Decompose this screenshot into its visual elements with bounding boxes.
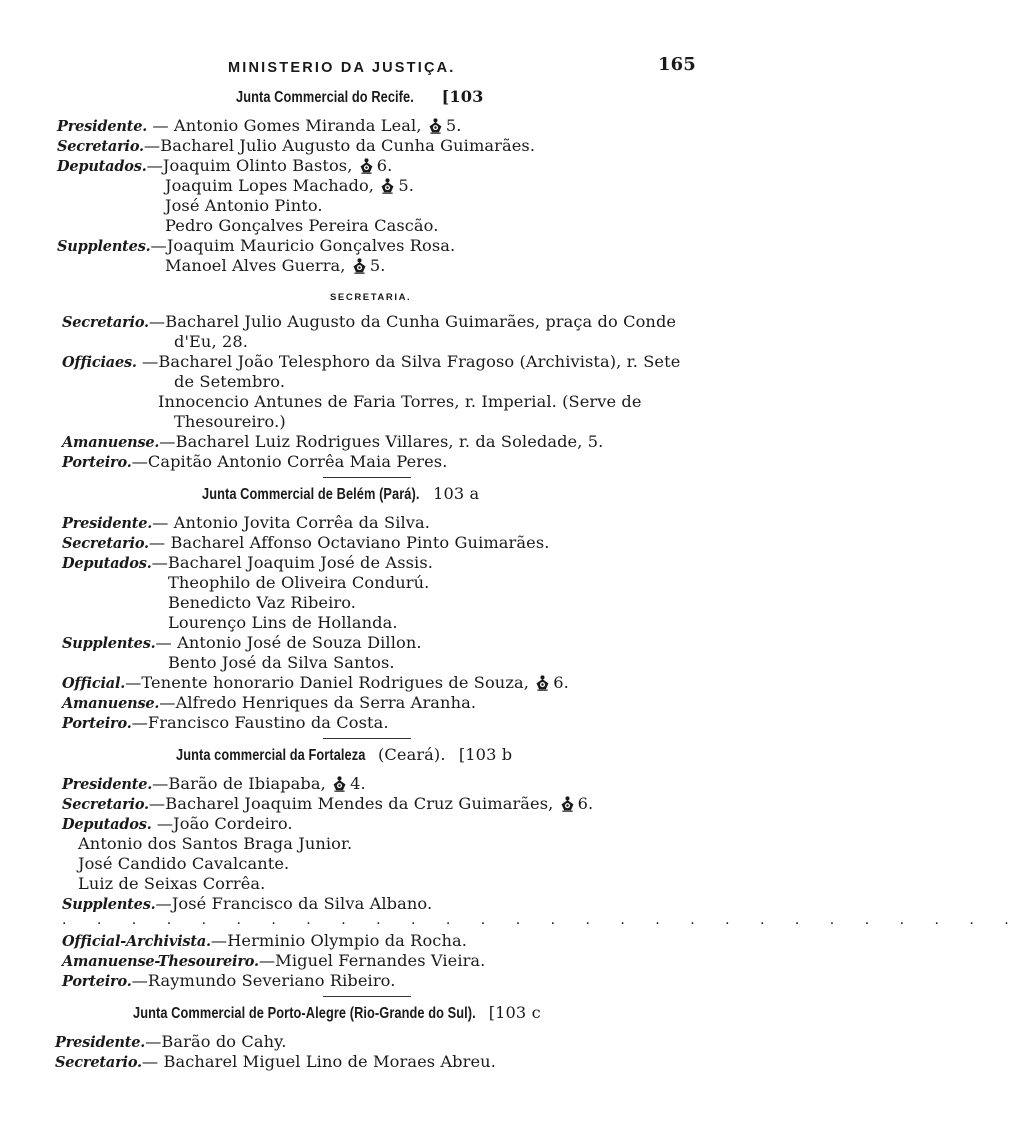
belem-presidente-label: Presidente. — [62, 515, 153, 532]
rose-order-emblem-icon — [534, 674, 551, 691]
porto-alegre-secretario-label: Secretario. — [55, 1054, 142, 1071]
recife-supplente-2: Manoel Alves Guerra, — [165, 256, 346, 275]
belem-official-row: Official.—Tenente honorario Daniel Rodrigues de Souza, 6. — [62, 673, 569, 692]
belem-official: Tenente honorario Daniel Rodrigues de Souza, — [141, 673, 529, 692]
rose-order-emblem-icon — [379, 177, 396, 194]
belem-presidente: Antonio Jovita Corrêa da Silva. — [173, 513, 431, 532]
belem-amanuense: Alfredo Henriques da Serra Aranha. — [175, 693, 477, 712]
fortaleza-amanuense-row: Amanuense-Thesoureiro.—Miguel Fernandes Vieira. — [62, 951, 486, 970]
fortaleza-porteiro-label: Porteiro. — [62, 973, 132, 990]
fortaleza-deputados-row: Deputados. —João Cordeiro. — [62, 814, 293, 833]
fortaleza-deputados-label: Deputados. — [62, 816, 152, 833]
fortaleza-presidente-order: 4. — [350, 774, 366, 793]
section-divider — [323, 996, 411, 997]
rose-order-emblem-icon — [559, 795, 576, 812]
fortaleza-official: Herminio Olympio da Rocha. — [227, 931, 467, 950]
fortaleza-deputado-4: Luiz de Seixas Corrêa. — [78, 874, 266, 893]
fortaleza-secretario: Bacharel Joaquim Mendes da Cruz Guimarães, — [165, 794, 554, 813]
belem-deputados-label: Deputados. — [62, 555, 152, 572]
fortaleza-secretario-order: 6. — [577, 794, 594, 813]
recife-deputado-2-order: 5. — [398, 176, 414, 195]
porto-alegre-presidente-label: Presidente. — [55, 1034, 146, 1051]
fortaleza-amanuense-label: Amanuense-Thesoureiro. — [62, 953, 259, 970]
belem-porteiro-label: Porteiro. — [62, 715, 132, 732]
belem-deputado-4: Lourenço Lins de Hollanda. — [168, 613, 398, 632]
belem-amanuense-label: Amanuense. — [62, 695, 160, 712]
section-divider — [323, 738, 411, 739]
fortaleza-presidente-row: Presidente.—Barão de Ibiapaba, 4. — [62, 774, 366, 793]
fortaleza-amanuense: Miguel Fernandes Vieira. — [275, 951, 486, 970]
fortaleza-porteiro: Raymundo Severiano Ribeiro. — [147, 971, 396, 990]
secretaria-officiaes-row: Officiaes. —Bacharel João Telesphoro da Silva Fragoso (Archivista), r. Sete — [62, 352, 681, 371]
recife-heading — [236, 87, 483, 108]
fortaleza-ref: [103 b — [458, 745, 513, 764]
belem-supplentes-row: Supplentes.— Antonio José de Souza Dillon. — [62, 633, 422, 652]
porto-alegre-presidente: Barão do Cahy. — [161, 1032, 287, 1051]
belem-secretario-label: Secretario. — [62, 535, 149, 552]
secretaria-amanuense: Bacharel Luiz Rodrigues Villares, r. da Soledade, 5. — [175, 432, 604, 451]
dot-leader: . . . . . . . . . . . . . . . . . . . . . . . . . . . . — [62, 912, 1022, 928]
rose-order-emblem-icon — [427, 117, 444, 134]
fortaleza-secretario-row: Secretario.—Bacharel Joaquim Mendes da Cruz Guimarães, 6. — [62, 794, 594, 813]
porto-alegre-secretario-row: Secretario.— Bacharel Miguel Lino de Moraes Abreu. — [55, 1052, 496, 1071]
belem-deputados-row: Deputados.—Bacharel Joaquim José de Assis. — [62, 553, 433, 572]
belem-official-order: 6. — [553, 673, 569, 692]
fortaleza-supplentes-label: Supplentes. — [62, 896, 156, 913]
belem-porteiro: Francisco Faustino da Costa. — [147, 713, 389, 732]
recife-deputado-4: Pedro Gonçalves Pereira Cascão. — [165, 216, 439, 235]
fortaleza-title: Junta commercial da Fortaleza — [176, 747, 366, 764]
secretaria-amanuense-row: Amanuense.—Bacharel Luiz Rodrigues Villares, r. da Soledade, 5. — [62, 432, 604, 451]
recife-deputado-2: Joaquim Lopes Machado, — [165, 176, 375, 195]
belem-secretario-row: Secretario.— Bacharel Affonso Octaviano Pinto Guimarães. — [62, 533, 550, 552]
secretaria-official-1-l1: Bacharel João Telesphoro da Silva Fragoso (Archivista), r. Sete — [158, 352, 681, 371]
recife-presidente: Antonio Gomes Miranda Leal, — [173, 116, 422, 135]
porto-alegre-title: Junta Commercial de Porto-Alegre (Rio-Grande do Sul). — [133, 1005, 476, 1022]
belem-official-label: Official. — [62, 675, 126, 692]
recife-supplentes-label: Supplentes. — [57, 238, 151, 255]
running-head: MINISTERIO DA JUSTIÇA. — [228, 60, 456, 76]
belem-deputado-3: Benedicto Vaz Ribeiro. — [168, 593, 357, 612]
page-number: 165 — [658, 54, 696, 75]
recife-supplente-1: Joaquim Mauricio Gonçalves Rosa. — [166, 236, 456, 255]
secretaria-secretario-l1: Bacharel Julio Augusto da Cunha Guimarães, praça do Conde — [165, 312, 677, 331]
belem-title: Junta Commercial de Belém (Pará). — [202, 486, 420, 503]
recife-secretario: Bacharel Julio Augusto da Cunha Guimarães. — [160, 136, 536, 155]
porto-alegre-ref: [103 c — [488, 1003, 541, 1022]
recife-supplentes-row: Supplentes.—Joaquim Mauricio Gonçalves Rosa. — [57, 236, 456, 255]
recife-presidente-label: Presidente. — [57, 118, 148, 135]
recife-ref: [103 — [441, 87, 484, 106]
recife-title: Junta Commercial do Recife. — [236, 89, 414, 106]
fortaleza-supplente-1: José Francisco da Silva Albano. — [171, 894, 433, 913]
secretaria-porteiro-row: Porteiro.—Capitão Antonio Corrêa Maia Peres. — [62, 452, 448, 471]
fortaleza-deputado-2: Antonio dos Santos Braga Junior. — [78, 834, 353, 853]
recife-supplente-2-order: 5. — [369, 256, 386, 275]
belem-supplente-1: Antonio José de Souza Dillon. — [177, 633, 422, 652]
secretaria-porteiro-label: Porteiro. — [62, 454, 132, 471]
secretaria-officiaes-label: Officiaes. — [62, 354, 137, 371]
secretaria-official-1-l2: de Setembro. — [174, 372, 286, 391]
secretaria-secretario-row: Secretario.—Bacharel Julio Augusto da Cunha Guimarães, praça do Conde — [62, 312, 677, 331]
fortaleza-official-row: Official-Archivista.—Herminio Olympio da Rocha. — [62, 931, 467, 950]
recife-secretario-row: Secretario.—Bacharel Julio Augusto da Cunha Guimarães. — [57, 136, 536, 155]
rose-order-emblem-icon — [358, 157, 375, 174]
rose-order-emblem-icon — [351, 257, 368, 274]
fortaleza-secretario-label: Secretario. — [62, 796, 149, 813]
porto-alegre-presidente-row: Presidente.—Barão do Cahy. — [55, 1032, 287, 1051]
secretaria-official-2-l1: Innocencio Antunes de Faria Torres, r. Imperial. (Serve de — [158, 392, 642, 411]
secretaria-official-2-l2: Thesoureiro.) — [174, 412, 286, 431]
recife-presidente-order: 5. — [445, 116, 462, 135]
secretaria-heading: SECRETARIA. — [330, 292, 412, 303]
belem-heading — [202, 484, 479, 505]
fortaleza-supplentes-row: Supplentes.—José Francisco da Silva Albano. — [62, 894, 433, 913]
belem-secretario: Bacharel Affonso Octaviano Pinto Guimarães. — [170, 533, 550, 552]
porto-alegre-secretario: Bacharel Miguel Lino de Moraes Abreu. — [163, 1052, 496, 1071]
recife-deputado-3: José Antonio Pinto. — [165, 196, 323, 215]
fortaleza-title-state: (Ceará). — [378, 745, 446, 764]
fortaleza-porteiro-row: Porteiro.—Raymundo Severiano Ribeiro. — [62, 971, 396, 990]
recife-deputado-1-order: 6. — [376, 156, 393, 175]
belem-amanuense-row: Amanuense.—Alfredo Henriques da Serra Aranha. — [62, 693, 477, 712]
porto-alegre-heading — [133, 1003, 541, 1024]
recife-deputados-row: Deputados.—Joaquim Olinto Bastos, 6. — [57, 156, 393, 175]
secretaria-porteiro: Capitão Antonio Corrêa Maia Peres. — [147, 452, 448, 471]
belem-supplentes-label: Supplentes. — [62, 635, 156, 652]
recife-presidente-row: Presidente. — Antonio Gomes Miranda Leal, 5. — [57, 116, 462, 135]
recife-deputado-1: Joaquim Olinto Bastos, — [162, 156, 353, 175]
secretaria-secretario-l2: d'Eu, 28. — [174, 332, 248, 351]
belem-ref: 103 a — [433, 484, 480, 503]
belem-supplente-2: Bento José da Silva Santos. — [168, 653, 395, 672]
recife-deputado-2-row — [165, 176, 414, 196]
fortaleza-official-label: Official-Archivista. — [62, 933, 211, 950]
belem-deputado-1: Bacharel Joaquim José de Assis. — [167, 553, 433, 572]
rose-order-emblem-icon — [331, 775, 348, 792]
fortaleza-deputado-1: João Cordeiro. — [173, 814, 293, 833]
fortaleza-deputado-3: José Candido Cavalcante. — [78, 854, 290, 873]
belem-deputado-2: Theophilo de Oliveira Condurú. — [168, 573, 430, 592]
secretaria-secretario-label: Secretario. — [62, 314, 149, 331]
secretaria-amanuense-label: Amanuense. — [62, 434, 160, 451]
belem-presidente-row: Presidente.— Antonio Jovita Corrêa da Silva. — [62, 513, 431, 532]
fortaleza-heading — [176, 745, 512, 766]
fortaleza-presidente-label: Presidente. — [62, 776, 153, 793]
belem-porteiro-row: Porteiro.—Francisco Faustino da Costa. — [62, 713, 389, 732]
section-divider — [323, 477, 411, 478]
recife-secretario-label: Secretario. — [57, 138, 144, 155]
recife-deputados-label: Deputados. — [57, 158, 147, 175]
fortaleza-presidente: Barão de Ibiapaba, — [168, 774, 326, 793]
recife-supplente-2-row — [165, 256, 385, 276]
